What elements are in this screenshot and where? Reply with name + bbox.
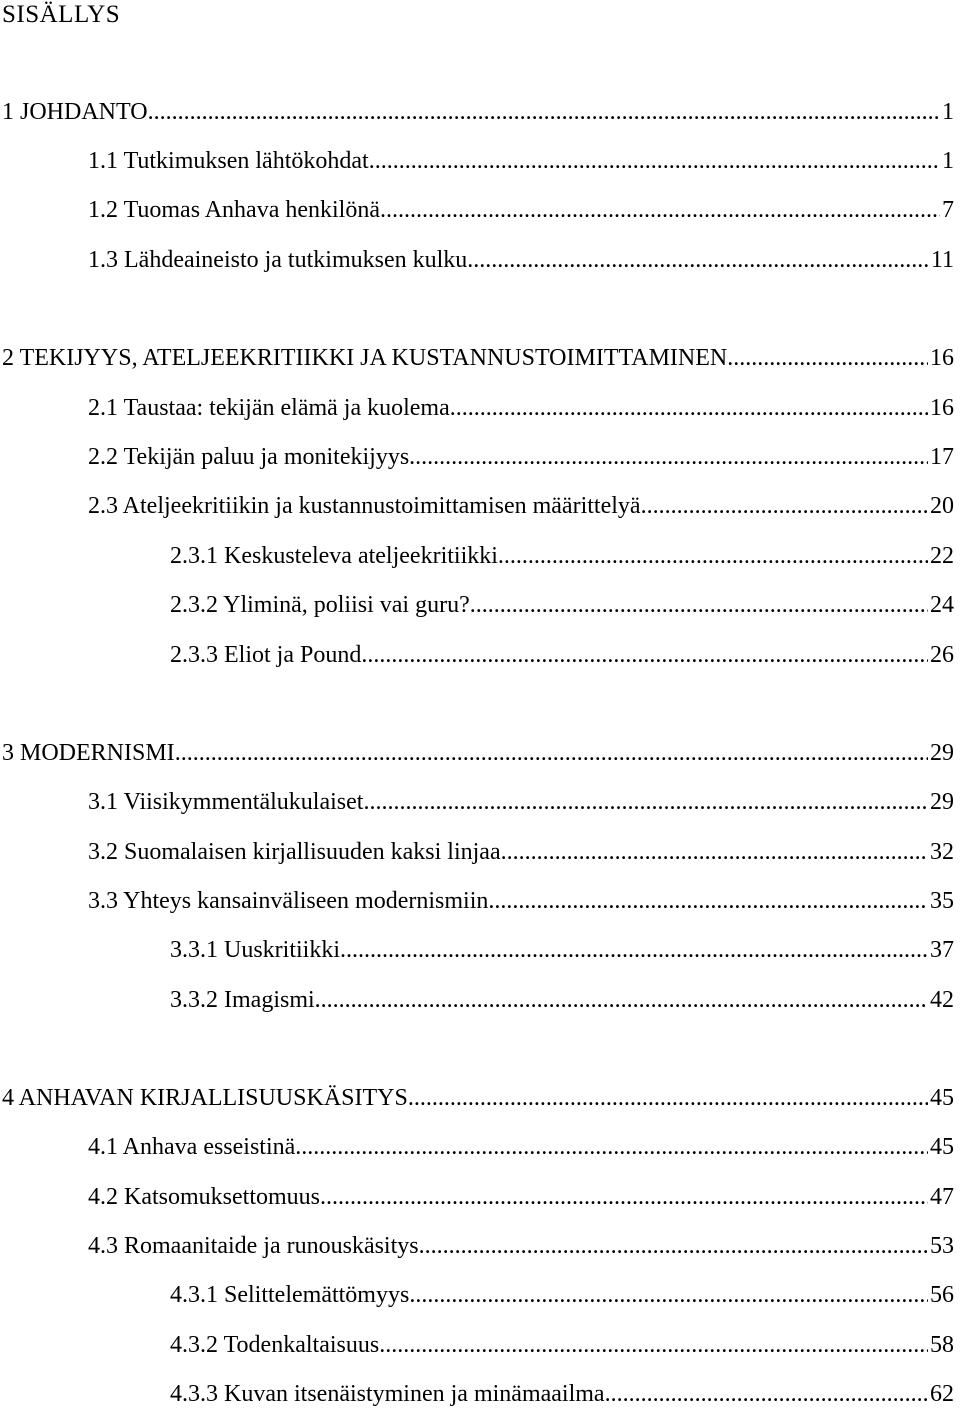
toc-entry[interactable] xyxy=(88,837,954,867)
dot-leader xyxy=(409,442,928,472)
toc-entry-page: 1 xyxy=(942,148,954,174)
toc-entry-page: 29 xyxy=(930,740,954,766)
toc-entry[interactable] xyxy=(170,985,954,1015)
toc-entry-page: 1 xyxy=(942,99,954,125)
toc-entry-page: 7 xyxy=(942,197,954,223)
toc-entry-page: 35 xyxy=(930,888,954,914)
dot-leader xyxy=(315,985,928,1015)
toc-entry[interactable] xyxy=(88,442,954,472)
toc-entry[interactable] xyxy=(2,1083,954,1113)
toc-entry-title: 2.3.1 Keskusteleva ateljeekritiikki xyxy=(170,543,498,569)
toc-entry-page: 16 xyxy=(930,395,954,421)
dot-leader xyxy=(363,787,928,817)
toc-entry-title: 1 JOHDANTO xyxy=(2,99,148,125)
dot-leader xyxy=(488,886,928,916)
toc-entry-title: 3.1 Viisikymmentälukulaiset xyxy=(88,789,364,815)
toc-entry-page: 42 xyxy=(930,987,954,1013)
toc-entry[interactable] xyxy=(170,1330,954,1360)
dot-leader xyxy=(641,491,928,521)
toc-entry[interactable] xyxy=(170,590,954,620)
toc-entry[interactable] xyxy=(88,1132,954,1162)
toc-entry-page: 53 xyxy=(930,1233,954,1259)
toc-entry[interactable] xyxy=(2,343,954,373)
toc-entry-title: 3.3 Yhteys kansainväliseen modernismiin xyxy=(88,888,489,914)
toc-entry-page: 45 xyxy=(930,1134,954,1160)
toc-entry-title: 2.2 Tekijän paluu ja monitekijyys xyxy=(88,444,410,470)
toc-entry[interactable] xyxy=(88,393,954,423)
dot-leader xyxy=(148,97,940,127)
toc-entry[interactable] xyxy=(2,97,954,127)
dot-leader xyxy=(320,1182,928,1212)
toc-entry[interactable] xyxy=(170,1280,954,1310)
toc-entry-title: 1.3 Lähdeaineisto ja tutkimuksen kulku xyxy=(88,247,468,273)
dot-leader xyxy=(605,1379,928,1409)
toc-entry[interactable] xyxy=(88,886,954,916)
toc-entry-page: 11 xyxy=(930,247,954,273)
toc-entry-page: 45 xyxy=(930,1085,954,1111)
toc-entry-title: 4.3 Romaanitaide ja runouskäsitys xyxy=(88,1233,419,1259)
toc-entry[interactable] xyxy=(170,541,954,571)
toc-entry-title: 2.3.2 Yliminä, poliisi vai guru? xyxy=(170,592,470,618)
toc-entry-page: 26 xyxy=(930,642,954,668)
toc-entry-title: 3 MODERNISMI xyxy=(2,740,175,766)
toc-entry-title: 2.1 Taustaa: tekijän elämä ja kuolema xyxy=(88,395,450,421)
dot-leader xyxy=(501,837,928,867)
dot-leader xyxy=(361,640,928,670)
toc-entry-title: 4.2 Katsomuksettomuus xyxy=(88,1184,320,1210)
dot-leader xyxy=(380,195,940,225)
toc-entry-page: 17 xyxy=(930,444,954,470)
toc-entry-page: 32 xyxy=(930,839,954,865)
toc-entry-page: 16 xyxy=(930,345,954,371)
dot-leader xyxy=(470,590,928,620)
toc-entry-page: 20 xyxy=(930,493,954,519)
toc-entry[interactable] xyxy=(88,491,954,521)
toc-entry-title: 4.3.1 Selittelemättömyys xyxy=(170,1282,410,1308)
toc-entry-page: 62 xyxy=(930,1381,954,1407)
toc-entry-title: 2.3.3 Eliot ja Pound xyxy=(170,642,362,668)
dot-leader xyxy=(409,1280,928,1310)
toc-entry-title: 4.3.3 Kuvan itsenäistyminen ja minämaailma xyxy=(170,1381,605,1407)
dot-leader xyxy=(419,1231,928,1261)
toc-entry-title: 3.2 Suomalaisen kirjallisuuden kaksi linjaa xyxy=(88,839,501,865)
dot-leader xyxy=(175,738,928,768)
dot-leader xyxy=(340,935,928,965)
toc-entry[interactable] xyxy=(88,245,954,275)
toc-entry-title: 1.2 Tuomas Anhava henkilönä xyxy=(88,197,380,223)
page-title: SISÄLLYS xyxy=(2,1,121,28)
toc-entry[interactable] xyxy=(170,640,954,670)
toc-entry-title: 1.1 Tutkimuksen lähtökohdat xyxy=(88,148,369,174)
toc-entry[interactable] xyxy=(88,146,954,176)
toc-entry[interactable] xyxy=(88,1182,954,1212)
dot-leader xyxy=(450,393,928,423)
toc-entry[interactable] xyxy=(170,935,954,965)
toc-entry[interactable] xyxy=(88,1231,954,1261)
toc-entry-title: 4.1 Anhava esseistinä xyxy=(88,1134,296,1160)
dot-leader xyxy=(467,245,929,275)
toc-entry-title: 2.3 Ateljeekritiikin ja kustannustoimittamisen määrittelyä xyxy=(88,493,641,519)
dot-leader xyxy=(727,343,928,373)
dot-leader xyxy=(379,1330,928,1360)
toc-entry-page: 22 xyxy=(930,543,954,569)
toc-entry-page: 58 xyxy=(930,1332,954,1358)
toc-entry[interactable] xyxy=(170,1379,954,1409)
toc-entry-title: 4 ANHAVAN KIRJALLISUUSKÄSITYS xyxy=(2,1085,408,1111)
dot-leader xyxy=(295,1132,928,1162)
toc-entry-page: 24 xyxy=(930,592,954,618)
toc-entry-page: 47 xyxy=(930,1184,954,1210)
toc-entry-page: 37 xyxy=(930,937,954,963)
dot-leader xyxy=(369,146,940,176)
toc-entry-title: 2 TEKIJYYS, ATELJEEKRITIIKKI JA KUSTANNUSTOIMITTAMINEN xyxy=(2,345,728,371)
toc-entry-title: 3.3.2 Imagismi xyxy=(170,987,315,1013)
toc-entry-page: 56 xyxy=(930,1282,954,1308)
toc-entry-page: 29 xyxy=(930,789,954,815)
toc-entry-title: 3.3.1 Uuskritiikki xyxy=(170,937,341,963)
dot-leader xyxy=(498,541,928,571)
toc-entry[interactable] xyxy=(2,738,954,768)
toc-entry-title: 4.3.2 Todenkaltaisuus xyxy=(170,1332,380,1358)
toc-entry[interactable] xyxy=(88,195,954,225)
toc-entry[interactable] xyxy=(88,787,954,817)
dot-leader xyxy=(408,1083,928,1113)
